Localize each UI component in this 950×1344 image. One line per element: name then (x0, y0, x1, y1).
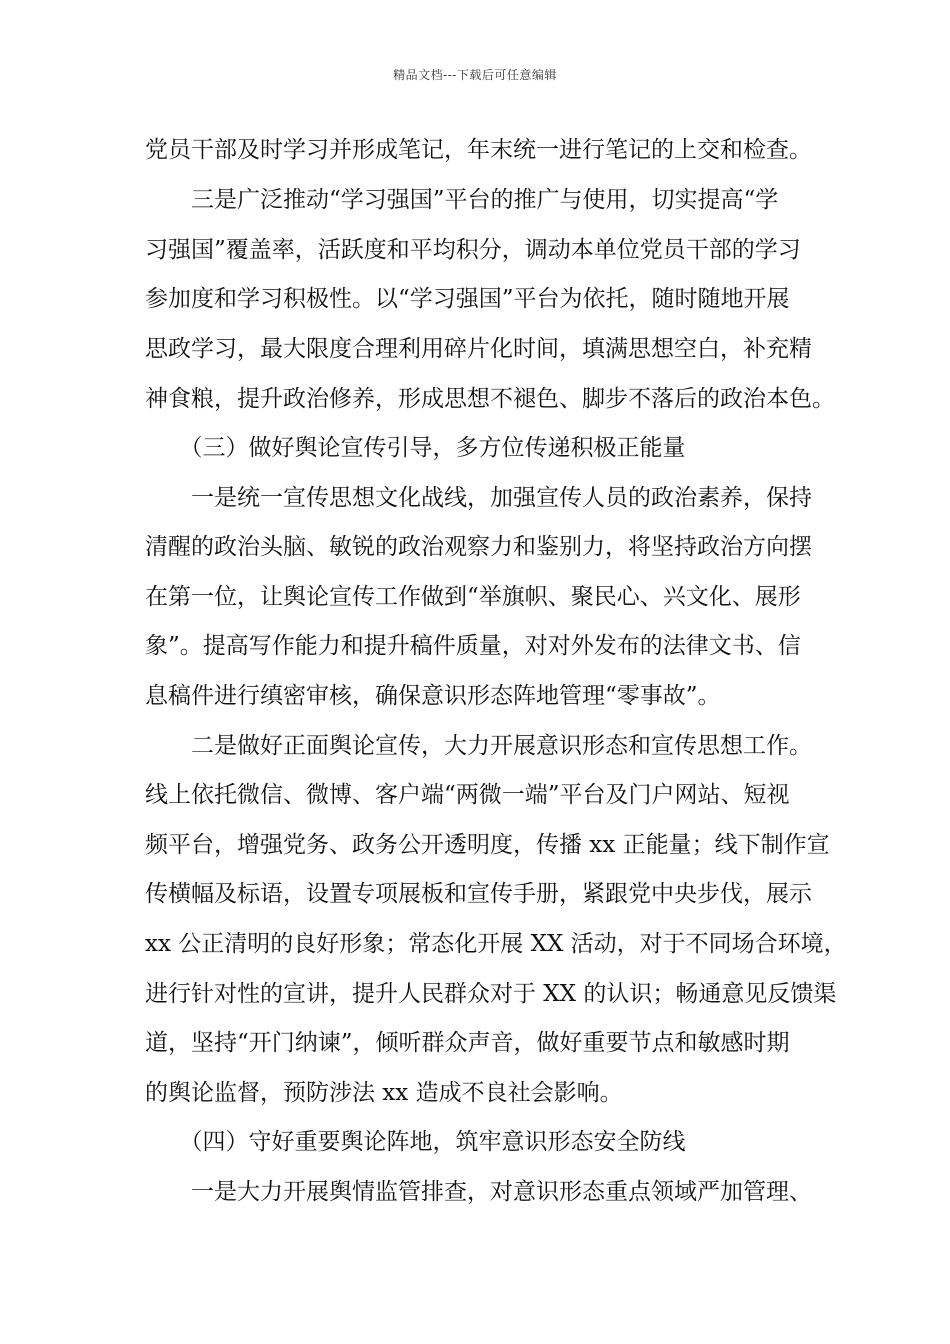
paragraph-line: 神食粮，提升政治修养，形成思想不褪色、脚步不落后的政治本色。 (145, 386, 835, 412)
paragraph-line: xx 公正清明的良好形象；常态化开展 XX 活动，对于不同场合环境， (145, 931, 847, 957)
paragraph-line: 党员干部及时学习并形成笔记，年末统一进行笔记的上交和检查。 (145, 137, 812, 163)
paragraph-line: 传横幅及标语，设置专项展板和宣传手册，紧跟党中央步伐，展示 (145, 881, 812, 907)
paragraph-line: 参加度和学习积极性。以“学习强国”平台为依托，随时随地开展 (145, 286, 790, 312)
paragraph-line: 清醒的政治头脑、敏锐的政治观察力和鉴别力，将坚持政治方向摆 (145, 534, 812, 560)
section-heading: （四）守好重要舆论阵地，筑牢意识形态安全防线 (145, 1129, 686, 1155)
paragraph-line: 频平台，增强党务、政务公开透明度，传播 xx 正能量；线下制作宣 (145, 832, 830, 858)
paragraph-line: 的舆论监督，预防涉法 xx 造成不良社会影响。 (145, 1080, 623, 1106)
page-header: 精品文档---下载后可任意编辑 (393, 68, 557, 82)
paragraph-line: 习强国”覆盖率，活跃度和平均积分，调动本单位党员干部的学习 (145, 237, 801, 263)
paragraph-line: 在第一位，让舆论宣传工作做到“举旗帜、聚民心、兴文化、展形 (145, 584, 801, 610)
paragraph-line: 息稿件进行缜密审核，确保意识形态阵地管理“零事故”。 (145, 683, 721, 709)
paragraph-line: 一是统一宣传思想文化战线，加强宣传人员的政治素养，保持 (145, 485, 812, 511)
section-heading: （三）做好舆论宣传引导，多方位传递积极正能量 (145, 435, 686, 461)
paragraph-line: 道，坚持“开门纳谏”，倾听群众声音，做好重要节点和敏感时期 (145, 1030, 790, 1056)
paragraph-line: 二是做好正面舆论宣传，大力开展意识形态和宣传思想工作。 (145, 733, 812, 759)
paragraph-line: 思政学习，最大限度合理利用碎片化时间，填满思想空白，补充精 (145, 336, 812, 362)
paragraph-line: 一是大力开展舆情监管排查，对意识形态重点领域严加管理、 (145, 1179, 812, 1205)
paragraph-line: 线上依托微信、微博、客户端“两微一端”平台及门户网站、短视 (145, 782, 790, 808)
paragraph-line: 三是广泛推动“学习强国”平台的推广与使用，切实提高“学 (145, 187, 779, 213)
paragraph-line: 象”。提高写作能力和提升稿件质量，对对外发布的法律文书、信 (145, 633, 801, 659)
paragraph-line: 进行针对性的宣讲，提升人民群众对于 XX 的认识；畅通意见反馈渠 (145, 981, 837, 1007)
